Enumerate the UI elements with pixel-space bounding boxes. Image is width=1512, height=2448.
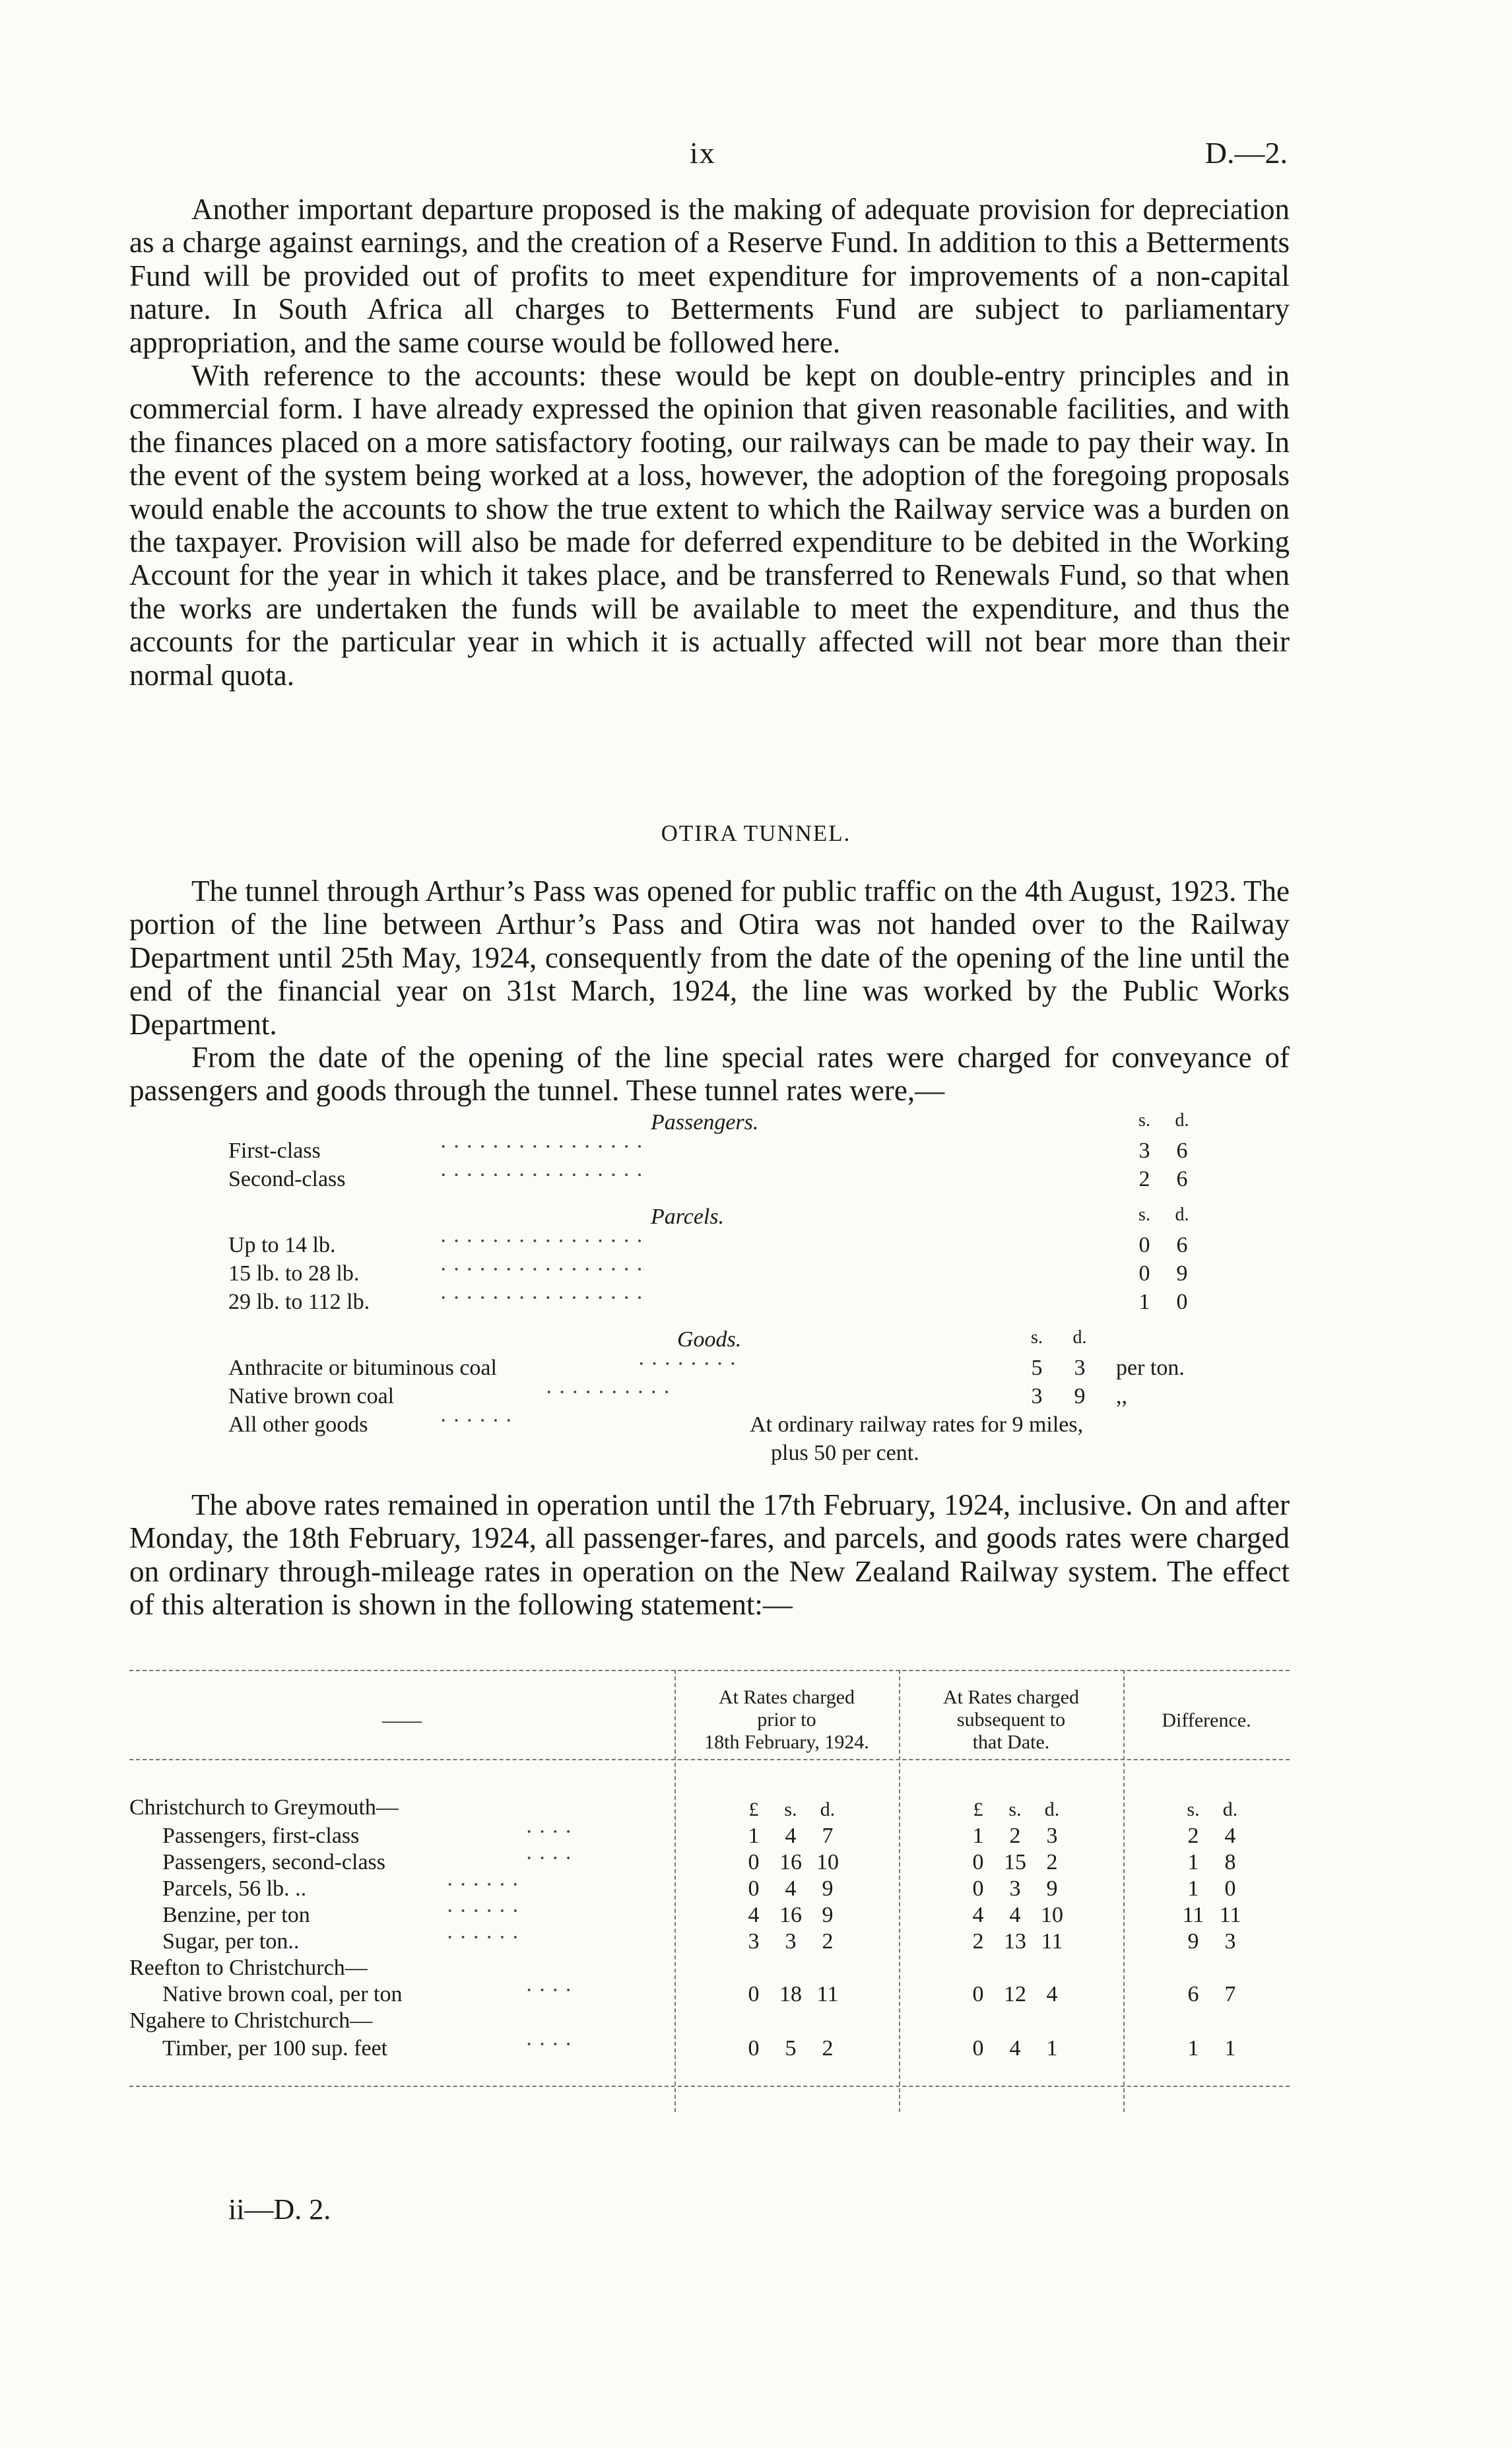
after-shillings: 4	[1009, 2036, 1021, 2061]
table-bottom-rule	[129, 2086, 1290, 2087]
column-shillings: s.	[1138, 1110, 1150, 1131]
rate-shillings: 0	[1138, 1261, 1150, 1286]
prior-shillings: 16	[779, 1903, 802, 1927]
prior-pounds: 3	[748, 1929, 760, 1954]
header-line: prior to	[757, 1709, 816, 1731]
header-subsequent-rates	[899, 1686, 1123, 1754]
rate-row-continued	[228, 1441, 1205, 1469]
column-shillings: s.	[1138, 1205, 1150, 1225]
table-row	[129, 1925, 1290, 1954]
prior-shillings: 5	[785, 2036, 797, 2061]
row-label: Sugar, per ton..	[162, 1929, 300, 1954]
rate-shillings: 5	[1031, 1356, 1043, 1380]
unit-shillings: s.	[1187, 1799, 1200, 1820]
rate-shillings: 3	[1031, 1384, 1043, 1408]
after-pounds: 4	[972, 1903, 984, 1927]
group-label: Ngahere to Christchurch—	[129, 2008, 373, 2033]
rate-label: Native brown coal	[228, 1384, 395, 1408]
unit-shillings: s.	[784, 1799, 797, 1820]
leader-dots: · · · · · ·	[446, 1899, 519, 1923]
table-row	[129, 1978, 1290, 2007]
rate-row	[228, 1257, 1205, 1290]
prior-pounds: 1	[748, 1824, 760, 1848]
goods-heading: Goods.	[677, 1327, 742, 1352]
leader-dots: · · · · · · · · · · · · · · · ·	[440, 1229, 643, 1253]
parcels-heading-row	[228, 1205, 1205, 1233]
table-group-row	[129, 1795, 1290, 1820]
header-line: 18th February, 1924.	[704, 1731, 869, 1753]
diff-shillings: 1	[1187, 2036, 1199, 2061]
rate-row	[228, 1135, 1205, 1167]
row-label: Passengers, second-class	[162, 1850, 386, 1874]
paragraph-tunnel-opening: The tunnel through Arthur’s Pass was opened for public traffic on the 4th August, 1923. The portion of the line between Arthur’s Pass and Otira was not handed over to the Railway Department until 25th May, 1924, consequently from the date of the opening of the line until the end of the financial year on 31st March, 1924, the line was worked by the Public Works Department.	[129, 875, 1290, 1041]
after-shillings: 3	[1009, 1876, 1021, 1901]
section-title-otira-tunnel: OTIRA TUNNEL.	[661, 820, 851, 846]
unit-shillings: s.	[1008, 1799, 1022, 1820]
rate-row	[228, 1286, 1205, 1318]
unit-pounds: £	[748, 1799, 759, 1820]
rate-label: Second-class	[228, 1167, 346, 1191]
rate-pence: 6	[1176, 1167, 1188, 1191]
after-pence: 1	[1046, 2036, 1058, 2061]
prior-pence: 7	[822, 1824, 834, 1848]
header-bottom-rule	[129, 1759, 1290, 1760]
prior-pounds: 4	[748, 1903, 760, 1927]
after-pounds: 0	[972, 1876, 984, 1901]
body-section-2	[129, 875, 1290, 1108]
prior-shillings: 3	[785, 1929, 797, 1954]
passengers-heading: Passengers.	[651, 1110, 759, 1135]
diff-pence: 4	[1224, 1824, 1236, 1848]
leader-dots: · · · ·	[525, 1846, 572, 1870]
prior-shillings: 18	[779, 1982, 802, 2006]
column-pence: d.	[1072, 1327, 1087, 1348]
rate-row	[228, 1408, 1205, 1441]
paragraph-rates-alteration: The above rates remained in operation until the 17th February, 1924, inclusive. On and after Monday, the 18th February, 1924, all passenger-fares, and parcels, and goods rates were charged on ordinary through-mileage rates in operation on the New Zealand Railway system. The effect of this alteration is shown in the following statement:—	[129, 1488, 1290, 1622]
after-shillings: 12	[1004, 1982, 1026, 2006]
leader-dots: · · · · · ·	[446, 1925, 519, 1950]
after-pence: 3	[1046, 1824, 1058, 1848]
header-line: At Rates charged	[718, 1686, 855, 1708]
rate-label: First-class	[228, 1139, 321, 1163]
column-pence: d.	[1175, 1110, 1189, 1131]
page-header	[0, 135, 1512, 175]
rate-pence: 6	[1176, 1233, 1188, 1257]
rate-pence: 3	[1074, 1356, 1086, 1380]
unit-pence: d.	[820, 1799, 836, 1820]
footer-signature: ii—D. 2.	[228, 2193, 331, 2226]
rate-shillings: 2	[1138, 1167, 1150, 1191]
rate-shillings: 3	[1138, 1139, 1150, 1163]
diff-shillings: 1	[1187, 1876, 1199, 1901]
rate-row	[228, 1380, 1205, 1412]
leader-dots: · · · · · · · · · ·	[545, 1380, 671, 1405]
after-shillings: 2	[1009, 1824, 1021, 1848]
rate-pence: 0	[1176, 1290, 1188, 1314]
leader-dots: · · · ·	[525, 1978, 572, 2002]
leader-dots: · · · ·	[525, 2032, 572, 2057]
after-pounds: 0	[972, 1982, 984, 2006]
parcels-heading: Parcels.	[651, 1205, 725, 1229]
after-shillings: 4	[1009, 1903, 1021, 1927]
prior-pence: 11	[816, 1982, 839, 2006]
prior-shillings: 4	[785, 1876, 797, 1901]
diff-pence: 0	[1224, 1876, 1236, 1901]
header-difference: Difference.	[1162, 1709, 1251, 1731]
table-top-rule	[129, 1670, 1290, 1671]
diff-pence: 11	[1219, 1903, 1241, 1927]
rate-unit: ,,	[1116, 1384, 1127, 1408]
leader-dots: · · · · · ·	[446, 1872, 519, 1897]
row-label: Passengers, first-class	[162, 1824, 360, 1848]
after-pence: 11	[1041, 1929, 1063, 1954]
after-pence: 2	[1046, 1850, 1058, 1874]
rate-row	[228, 1229, 1205, 1261]
table-row	[129, 1820, 1290, 1849]
row-label: Benzine, per ton	[162, 1903, 310, 1927]
body-section-1	[129, 193, 1290, 692]
diff-shillings: 6	[1187, 1982, 1199, 2006]
rate-pence: 9	[1176, 1261, 1188, 1286]
diff-shillings: 1	[1187, 1850, 1199, 1874]
prior-pounds: 0	[748, 1876, 760, 1901]
rate-row	[228, 1163, 1205, 1195]
rate-label: Up to 14 lb.	[228, 1233, 336, 1257]
diff-pence: 1	[1224, 2036, 1236, 2061]
prior-pence: 2	[822, 1929, 834, 1954]
diff-shillings: 2	[1187, 1824, 1199, 1848]
rate-label: All other goods	[228, 1412, 368, 1437]
header-prior-rates	[674, 1686, 899, 1754]
table-row	[129, 2032, 1290, 2061]
rate-note: At ordinary railway rates for 9 miles,	[750, 1412, 1084, 1437]
paragraph-tunnel-rates-intro: From the date of the opening of the line special rates were charged for conveyance of passengers and goods through the tunnel. These tunnel rates were,—	[129, 1041, 1290, 1108]
header-line: that Date.	[972, 1731, 1050, 1753]
paragraph-accounts: With reference to the accounts: these would be kept on double-entry principles and in commercial form. I have already expressed the opinion that given reasonable facilities, and with the finances placed on a more satisfactory footing, our railways can be made to pay their way. In the event of the system being worked at a loss, however, the adoption of the foregoing proposals would enable the accounts to show the true extent to which the Railway service was a burden on the taxpayer. Provision will also be made for deferred expenditure to be debited in the Working Account for the year in which it takes place, and be transferred to Renewals Fund, so that when the works are undertaken the funds will be available to meet the expenditure, and thus the accounts for the particular year in which it is actually affected will not bear more than their normal quota.	[129, 359, 1290, 692]
unit-pounds: £	[973, 1799, 983, 1820]
leader-dots: · · · ·	[525, 1820, 572, 1844]
rate-row	[228, 1352, 1205, 1384]
group-label: Christchurch to Greymouth—	[129, 1795, 399, 1820]
body-section-3	[129, 1488, 1290, 1622]
unit-pence: d.	[1222, 1799, 1238, 1820]
rate-unit: per ton.	[1116, 1356, 1185, 1380]
diff-pence: 3	[1224, 1929, 1236, 1954]
leader-dots: · · · · · · · · · · · · · · · ·	[440, 1286, 643, 1310]
table-group-row	[129, 2008, 1290, 2034]
paragraph-betterments: Another important departure proposed is the making of adequate provision for depreciation as a charge against earnings, and the creation of a Reserve Fund. In addition to this a Betterments Fund will be provided out of profits to meet expenditure for improvements of a non-capital nature. In South Africa all charges to Betterments Fund are subject to parliamentary appropriation, and the same course would be followed here.	[129, 193, 1290, 359]
row-label: Parcels, 56 lb. ..	[162, 1876, 307, 1901]
unit-pence: d.	[1044, 1799, 1060, 1820]
table-row	[129, 1872, 1290, 1902]
after-pounds: 1	[972, 1824, 984, 1848]
prior-pounds: 0	[748, 1982, 760, 2006]
row-label: Native brown coal, per ton	[162, 1982, 403, 2006]
rate-label: 29 lb. to 112 lb.	[228, 1290, 370, 1314]
prior-shillings: 16	[779, 1850, 802, 1874]
tunnel-rates-schedule	[228, 1110, 1205, 1469]
after-pence: 4	[1046, 1982, 1058, 2006]
table-row	[129, 1846, 1290, 1875]
column-shillings: s.	[1031, 1327, 1043, 1348]
prior-pence: 10	[816, 1850, 839, 1874]
rate-label: Anthracite or bituminous coal	[228, 1356, 497, 1380]
row-label: Timber, per 100 sup. feet	[162, 2036, 388, 2061]
prior-pence: 9	[822, 1903, 834, 1927]
group-label: Reefton to Christchurch—	[129, 1956, 368, 1980]
after-pence: 10	[1041, 1903, 1063, 1927]
header-line: At Rates charged	[942, 1686, 1080, 1708]
leader-dots: · · · · · ·	[440, 1408, 513, 1433]
prior-shillings: 4	[785, 1824, 797, 1848]
prior-pounds: 0	[748, 1850, 760, 1874]
prior-pence: 9	[822, 1876, 834, 1901]
column-pence: d.	[1175, 1205, 1189, 1225]
rate-note-continued: plus 50 per cent.	[771, 1441, 919, 1465]
after-pounds: 2	[972, 1929, 984, 1954]
header-blank: ——	[382, 1709, 422, 1731]
rate-pence: 9	[1074, 1384, 1086, 1408]
after-shillings: 15	[1004, 1850, 1026, 1874]
after-pence: 9	[1046, 1876, 1058, 1901]
leader-dots: · · · · · · · · · · · · · · · ·	[440, 1257, 643, 1282]
diff-pence: 7	[1224, 1982, 1236, 2006]
diff-pence: 8	[1224, 1850, 1236, 1874]
rate-shillings: 1	[1138, 1290, 1150, 1314]
after-pounds: 0	[972, 2036, 984, 2061]
leader-dots: · · · · · · · ·	[638, 1352, 737, 1376]
header-line: subsequent to	[956, 1709, 1066, 1731]
passengers-heading-row	[228, 1110, 1205, 1139]
page-number: ix	[690, 136, 716, 170]
rate-label: 15 lb. to 28 lb.	[228, 1261, 360, 1286]
after-pounds: 0	[972, 1850, 984, 1874]
leader-dots: · · · · · · · · · · · · · · · ·	[440, 1163, 643, 1187]
diff-shillings: 9	[1187, 1929, 1199, 1954]
table-group-row	[129, 1956, 1290, 1981]
prior-pence: 2	[822, 2036, 834, 2061]
after-shillings: 13	[1004, 1929, 1026, 1954]
rate-pence: 6	[1176, 1139, 1188, 1163]
table-row	[129, 1899, 1290, 1928]
diff-shillings: 11	[1182, 1903, 1204, 1927]
document-reference: D.—2.	[1204, 136, 1288, 170]
leader-dots: · · · · · · · · · · · · · · · ·	[440, 1135, 643, 1159]
rate-shillings: 0	[1138, 1233, 1150, 1257]
prior-pounds: 0	[748, 2036, 760, 2061]
